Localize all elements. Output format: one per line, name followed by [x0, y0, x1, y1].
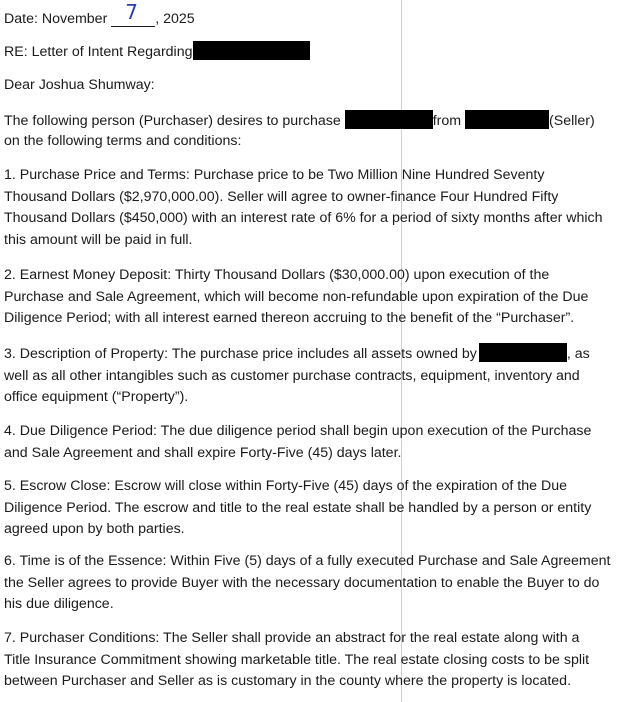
paragraph-line: Thousand Dollars ($2,970,000.00). Seller will agree to owner-finance Four Hundred Fifty — [4, 188, 559, 205]
date-label: Date: November — [4, 11, 108, 27]
paragraph-line: Purchase and Sale Agreement, which will become non-refundable upon expiration of the Due — [4, 288, 589, 305]
redaction-bar — [479, 343, 567, 362]
paragraph-line-end: , as — [566, 346, 590, 362]
date-year: , 2025 — [155, 11, 195, 27]
paragraph-line: office equipment (“Property”). — [4, 389, 189, 405]
re-label: RE: Letter of Intent Regarding — [4, 44, 193, 60]
date-line — [4, 0, 195, 31]
term-paragraph-4 — [4, 421, 616, 464]
paragraph-line: 5. Escrow Close: Escrow will close within Forty-Five (45) days of the expiration of the Due — [4, 478, 567, 494]
paragraph-line: this amount will be paid in full. — [4, 231, 193, 248]
redaction-bar — [193, 41, 310, 60]
paragraph-line: 1. Purchase Price and Terms: Purchase price to be Two Million Nine Hundred Seventy — [4, 167, 545, 183]
paragraph-line: agreed upon by both parties. — [4, 521, 185, 537]
handwritten-day: 7 — [125, 0, 138, 24]
term-paragraph-3 — [4, 343, 616, 409]
date-day-blank — [111, 0, 155, 27]
term-paragraph-6 — [4, 551, 616, 616]
intro-line-1 — [4, 110, 595, 133]
intro-line-2: on the following terms and conditions: — [4, 133, 242, 149]
paragraph-line: the Seller agrees to provide Buyer with the necessary documentation to enable the Buyer to do — [4, 574, 600, 591]
paragraph-line: 7. Purchaser Conditions: The Seller shall provide an abstract for the real estate along with a — [4, 630, 580, 646]
re-line — [4, 41, 310, 64]
paragraph-line: his due diligence. — [4, 596, 114, 612]
term-paragraph-7 — [4, 628, 616, 693]
term-paragraph-1 — [4, 165, 616, 251]
term-paragraph-5 — [4, 476, 616, 541]
paragraph-line: Thousand Dollars ($450,000) with an interest rate of 6% for a period of sixty months after which — [4, 210, 603, 226]
redaction-bar — [345, 110, 433, 129]
paragraph-line: Title Insurance Commitment showing marketable title. The real estate closing costs to be split — [4, 651, 590, 668]
paragraph-line: well as all other intangibles such as customer purchase contracts, equipment, inventory and — [4, 367, 580, 384]
paragraph-line: 4. Due Diligence Period: The due diligence period shall begin upon execution of the Purchase — [4, 423, 592, 439]
paragraph-line-start: 3. Description of Property: The purchase price includes all assets owned by — [4, 346, 477, 362]
paragraph-line: 6. Time is of the Essence: Within Five (5) days of a fully executed Purchase and Sale Agreement — [4, 553, 611, 569]
paragraph-line: Diligence Period; with all interest earned thereon accruing to the benefit of the “Purchaser”. — [4, 310, 575, 326]
intro-text-1: The following person (Purchaser) desires to purchase — [4, 113, 341, 129]
redaction-bar — [465, 110, 549, 129]
intro-text-3: (Seller) — [549, 113, 595, 129]
paragraph-line — [4, 343, 616, 366]
salutation: Dear Joshua Shumway: — [4, 77, 155, 93]
paragraph-line: Diligence Period. The escrow and title to the real estate shall be handled by a person or entity — [4, 499, 592, 516]
term-paragraph-2 — [4, 265, 616, 330]
paragraph-line: and Sale Agreement and shall expire Forty-Five (45) days later. — [4, 444, 402, 461]
intro-text-2: from — [432, 113, 462, 129]
paragraph-line: between Purchaser and Seller as is customary in the county where the property is located. — [4, 673, 572, 689]
paragraph-line: 2. Earnest Money Deposit: Thirty Thousand Dollars ($30,000.00) upon execution of the — [4, 267, 550, 283]
